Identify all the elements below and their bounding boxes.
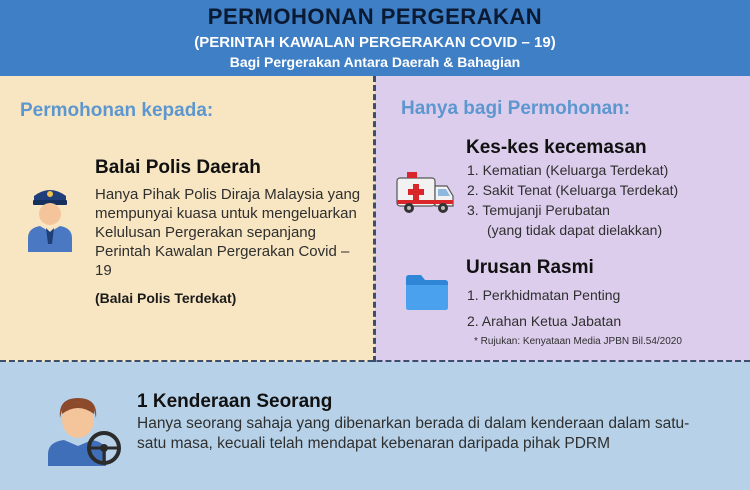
right-heading: Hanya bagi Permohonan: [401, 98, 631, 119]
list-item: 2. Arahan Ketua Jabatan [467, 313, 622, 329]
list-item-continuation: (yang tidak dapat dielakkan) [487, 222, 663, 238]
list-item: 1. Kematian (Keluarga Terdekat) [467, 162, 669, 178]
official-title: Urusan Rasmi [466, 257, 594, 278]
left-heading: Permohonan kepada: [20, 100, 214, 121]
list-item: 3. Temujanji Perubatan [467, 202, 610, 218]
bottom-title: 1 Kenderaan Seorang [137, 391, 333, 412]
left-description: Hanya Pihak Polis Diraja Malaysia yang mempunyai kuasa untuk mengeluarkan Kelulusan Pergerakan sepanjang Perintah Kawalan Pergerakan Covid – 19 [95, 186, 361, 279]
left-card-title: Balai Polis Daerah [95, 157, 261, 178]
police-officer-icon [22, 182, 78, 252]
list-item: 1. Perkhidmatan Penting [467, 287, 621, 303]
driver-icon [46, 394, 122, 466]
page-title: PERMOHONAN PERGERAKAN [207, 4, 543, 29]
list-item: 2. Sakit Tenat (Keluarga Terdekat) [467, 182, 679, 198]
reference-footnote: * Rujukan: Kenyataan Media JPBN Bil.54/2020 [474, 336, 682, 347]
ambulance-icon [395, 168, 455, 216]
left-note: (Balai Polis Terdekat) [95, 290, 237, 306]
folder-icon [404, 272, 450, 312]
page-tagline: Bagi Pergerakan Antara Daerah & Bahagian [229, 54, 521, 70]
bottom-description: Hanya seorang sahaja yang dibenarkan berada di dalam kenderaan dalam satu-satu masa, kecuali telah mendapat kebenaran daripada pihak PDRM [137, 415, 690, 452]
vertical-divider [373, 76, 376, 362]
official-list [467, 282, 621, 334]
emergency-list [467, 160, 678, 240]
page-subtitle: (PERINTAH KAWALAN PERGERAKAN COVID – 19) [194, 34, 556, 51]
header-banner [0, 0, 750, 76]
emergency-title: Kes-kes kecemasan [466, 137, 647, 158]
